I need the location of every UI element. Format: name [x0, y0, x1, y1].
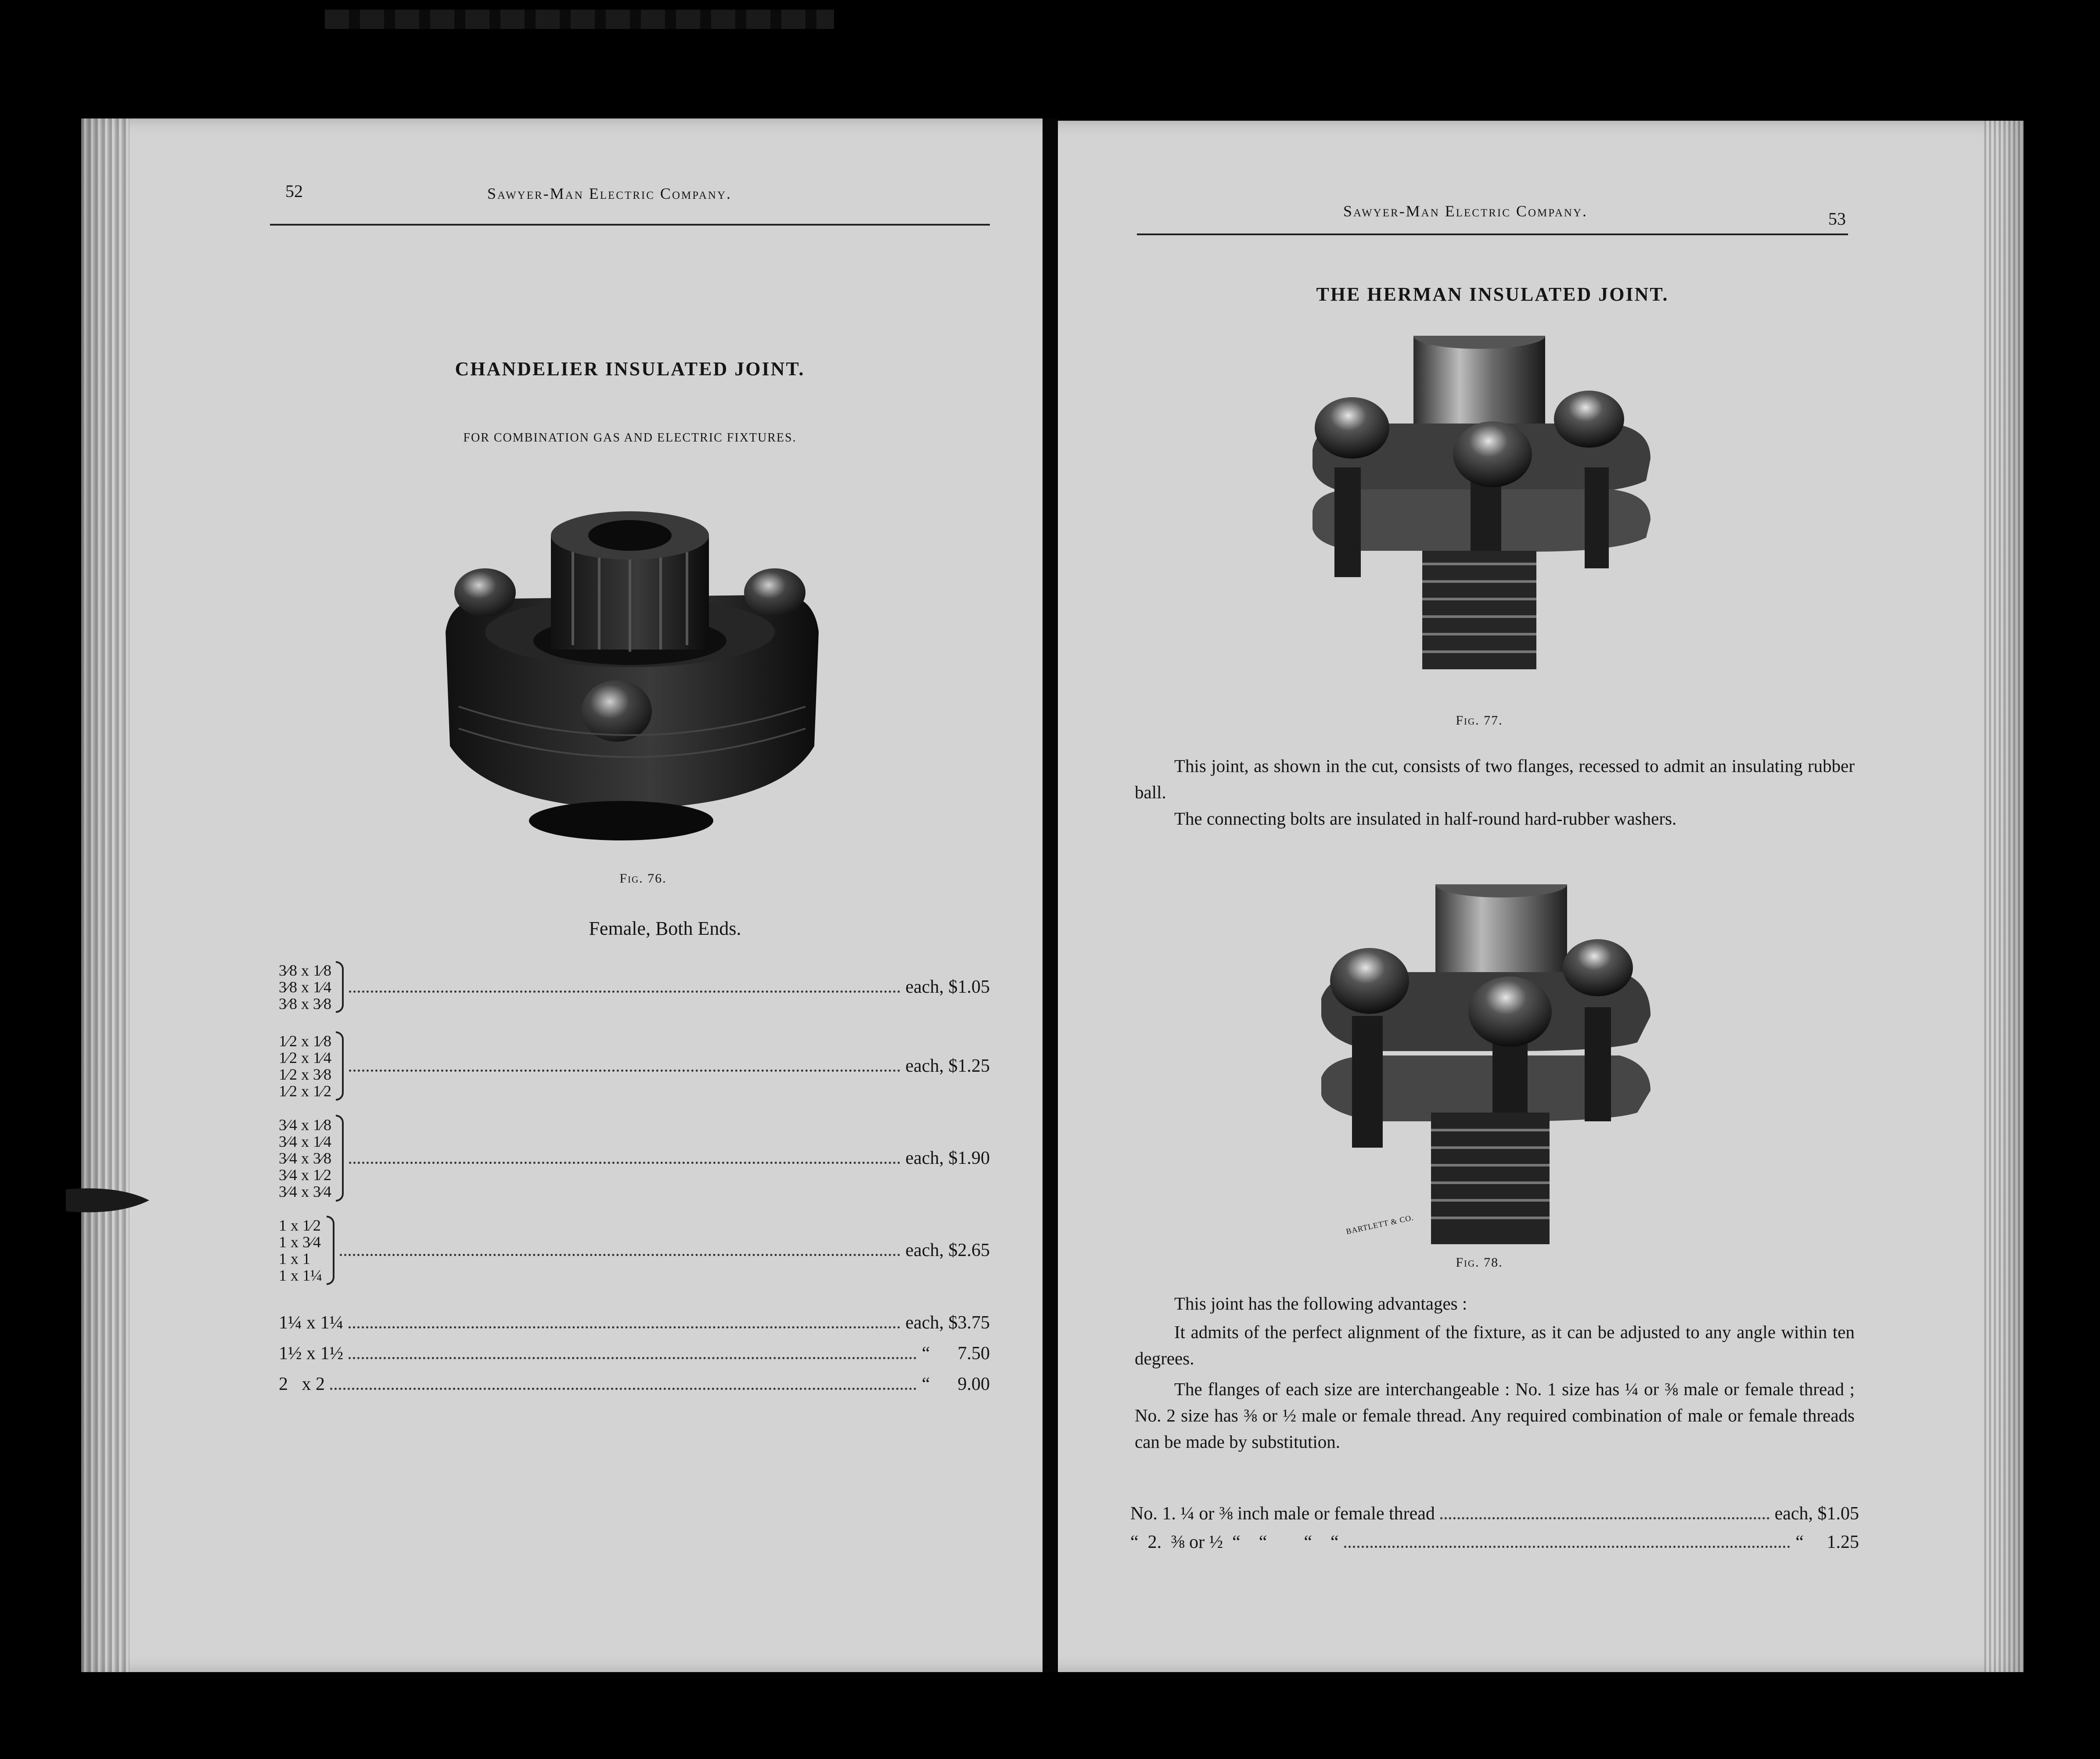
price: each, $1.90: [905, 1148, 990, 1168]
film-edge-marking: [325, 10, 834, 29]
left-page: [81, 118, 1043, 1672]
dot-leader: [1344, 1546, 1791, 1548]
price-row: [279, 1216, 990, 1285]
price-label: No. 1. ¼ or ⅜ inch male or female thread: [1130, 1504, 1435, 1524]
book-gutter: [1043, 118, 1058, 1672]
size-item: 3⁄4 x 1⁄2: [279, 1166, 332, 1184]
header-rule: [270, 224, 990, 226]
running-head: Sawyer-Man Electric Company.: [1343, 202, 1588, 220]
price-row: [279, 1031, 990, 1101]
section-heading: Female, Both Ends.: [589, 918, 741, 939]
pointer-clip: [66, 1181, 154, 1220]
size-item: 3⁄8 x 1⁄4: [279, 978, 332, 996]
paragraph: It admits of the perfect alignment of the fixture, as it can be adjusted to any angle within ten degrees.: [1135, 1322, 1855, 1368]
dot-leader: [349, 991, 900, 993]
size-item: 3⁄8 x 3⁄8: [279, 995, 332, 1012]
price-row: [279, 1115, 990, 1202]
size-item: 3⁄4 x 1⁄4: [279, 1133, 332, 1150]
size-item: 1 x 1: [279, 1250, 310, 1267]
page-title: THE HERMAN INSULATED JOINT.: [1316, 284, 1669, 305]
price: “ 1.25: [1795, 1532, 1859, 1552]
size-item: 1⁄2 x 1⁄4: [279, 1049, 332, 1066]
price-row: [279, 961, 990, 1013]
price: each, $1.05: [905, 977, 990, 997]
dot-leader: [330, 1388, 917, 1390]
price-row: [279, 1374, 990, 1395]
price-row: [279, 1343, 990, 1364]
paragraph: This joint has the following advantages :: [1174, 1293, 1467, 1314]
size-item: 1⁄2 x 1⁄8: [279, 1032, 332, 1050]
figure-caption: Fig. 77.: [1456, 713, 1503, 728]
right-page: [1058, 121, 2024, 1672]
dot-leader: [340, 1254, 900, 1256]
paragraph: The connecting bolts are insulated in half-round hard-rubber washers.: [1174, 808, 1677, 829]
paragraph: The flanges of each size are interchangeable : No. 1 size has ¼ or ⅜ male or female thread ; No. 2 size has ⅜ or ½ male or female thread. Any required combination of male or female threads can be made by substitution.: [1135, 1379, 1855, 1452]
price-label: “ 2. ⅜ or ½ “ “ “ “: [1130, 1532, 1339, 1552]
brace: [336, 1115, 344, 1202]
price: each, $1.05: [1774, 1504, 1859, 1524]
dot-leader: [349, 1162, 900, 1164]
size-item: 2 x 2: [279, 1374, 325, 1394]
price-row: [1130, 1532, 1859, 1553]
size-item: 3⁄4 x 1⁄8: [279, 1116, 332, 1134]
size-item: 1 x 1⁄2: [279, 1217, 321, 1234]
size-item: 1 x 1¼: [279, 1267, 322, 1284]
size-item: 3⁄8 x 1⁄8: [279, 962, 332, 979]
paragraph: This joint, as shown in the cut, consists of two flanges, recessed to admit an insulating rubber ball.: [1135, 756, 1855, 802]
figure-caption: Fig. 76.: [619, 871, 667, 886]
herman-joint-fig77-illustration: [1304, 336, 1664, 674]
brace: [336, 1031, 344, 1101]
page-subtitle: FOR COMBINATION GAS AND ELECTRIC FIXTURES.: [463, 431, 797, 445]
size-list: [279, 1116, 331, 1200]
price: “ 7.50: [921, 1343, 990, 1364]
page-title: CHANDELIER INSULATED JOINT.: [455, 358, 805, 380]
dot-leader: [349, 1326, 900, 1328]
price: each, $2.65: [905, 1240, 990, 1260]
size-item: 1⁄2 x 3⁄8: [279, 1066, 332, 1083]
price-row: [1130, 1503, 1859, 1524]
size-item: 1⁄2 x 1⁄2: [279, 1082, 332, 1100]
size-item: 1 x 3⁄4: [279, 1233, 321, 1251]
running-head: Sawyer-Man Electric Company.: [487, 185, 732, 202]
engraver-mark: BARTLETT & CO.: [1345, 1213, 1415, 1236]
price: “ 9.00: [921, 1374, 990, 1394]
size-item: 1¼ x 1¼: [279, 1313, 343, 1333]
size-list: [279, 1033, 331, 1099]
chandelier-joint-illustration: [432, 500, 827, 847]
size-list: [279, 962, 331, 1012]
brace: [327, 1216, 334, 1285]
brace: [336, 961, 344, 1013]
header-rule: [1137, 233, 1848, 235]
price: each, $3.75: [905, 1313, 990, 1333]
page-number: 53: [1828, 209, 1846, 229]
page-number: 52: [285, 181, 303, 201]
price: each, $1.25: [905, 1056, 990, 1076]
dot-leader: [1440, 1517, 1769, 1519]
size-item: 3⁄4 x 3⁄4: [279, 1183, 332, 1200]
figure-caption: Fig. 78.: [1456, 1255, 1503, 1270]
price-row: [279, 1312, 990, 1333]
herman-joint-fig78-illustration: [1304, 884, 1664, 1244]
size-item: 3⁄4 x 3⁄8: [279, 1149, 332, 1167]
dot-leader: [349, 1357, 917, 1359]
dot-leader: [349, 1070, 900, 1072]
size-item: 1½ x 1½: [279, 1343, 343, 1364]
size-list: [279, 1217, 322, 1284]
